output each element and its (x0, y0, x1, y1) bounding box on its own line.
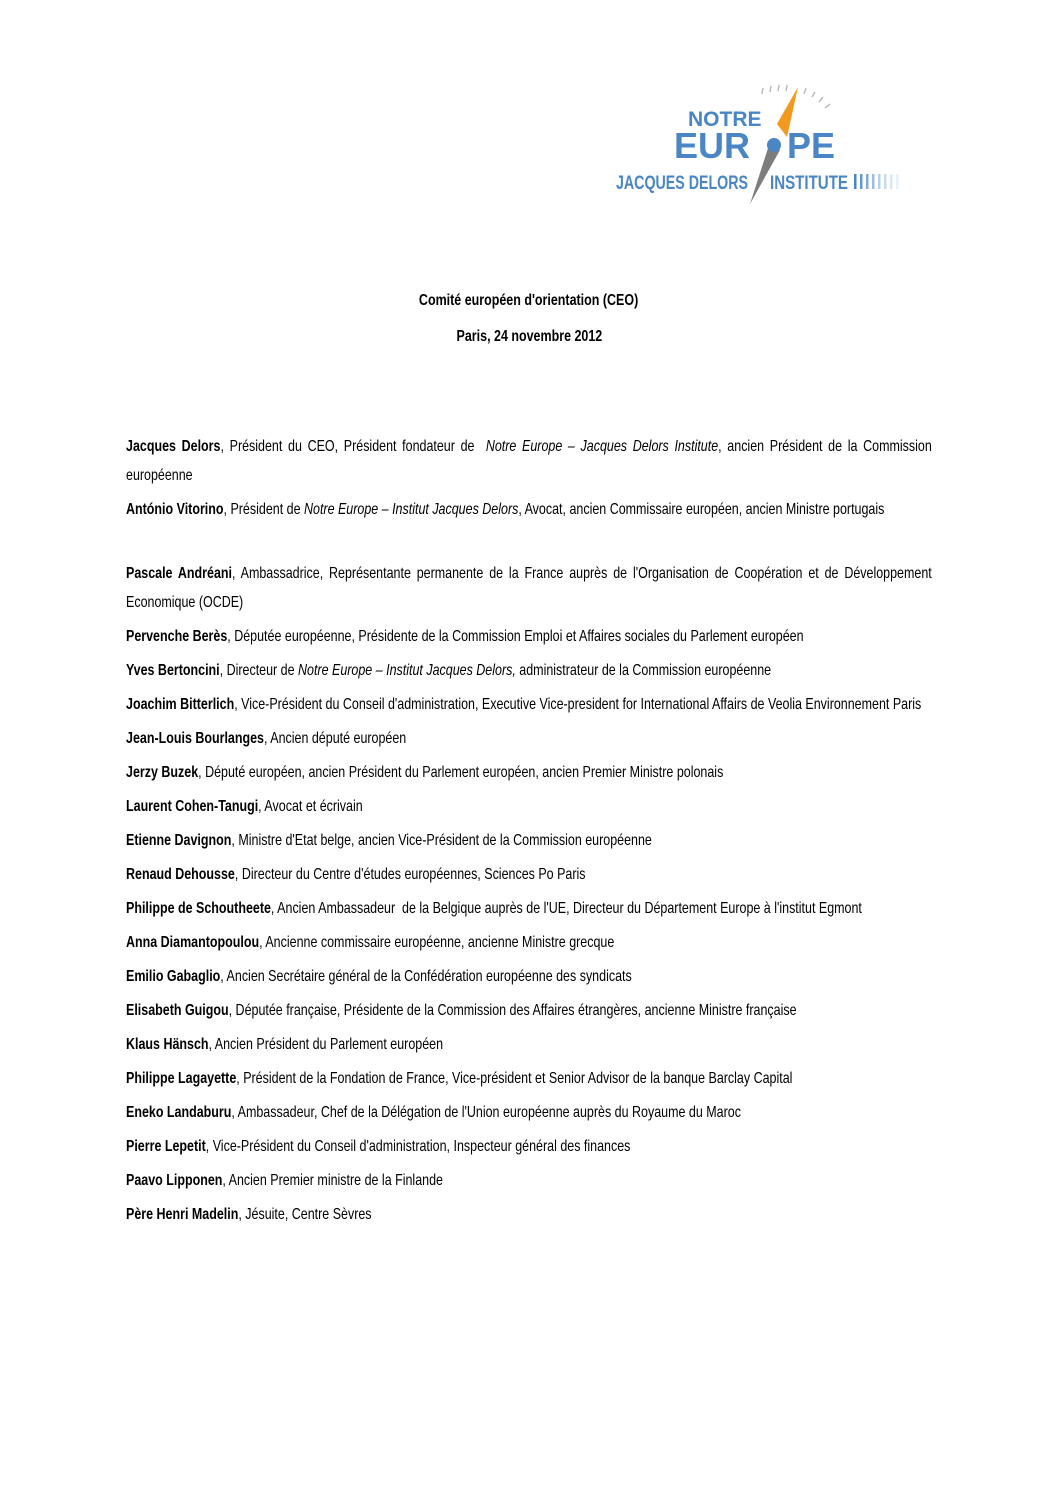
member-description: , Jésuite, Centre Sèvres (238, 1206, 372, 1223)
member-entry (126, 559, 936, 617)
logo-bars-icon (854, 174, 899, 189)
member-name: Klaus Hänsch (126, 1036, 209, 1053)
member-description: , Ancien Ambassadeur de la Belgique auprès de l'UE, Directeur du Département Europe à l'institut Egmont (270, 900, 862, 917)
member-entry (126, 495, 932, 524)
member-entry (126, 690, 932, 719)
member-entry (126, 1064, 932, 1093)
document-subtitle: Paris, 24 novembre 2012 (456, 328, 602, 345)
member-entry (126, 826, 932, 855)
member-name: Emilio Gabaglio (126, 968, 221, 985)
member-entry (126, 1166, 932, 1195)
member-description: , Avocat et écrivain (258, 798, 363, 815)
document-title: Comité européen d'orientation (CEO) (419, 292, 639, 309)
member-entry (126, 928, 932, 957)
member-entry (126, 432, 936, 490)
member-name: Jean-Louis Bourlanges (126, 730, 264, 747)
svg-text:JACQUES DELORS: JACQUES DELORS (616, 173, 748, 194)
member-description: , Ambassadrice, Représentante permanente de la France auprès de l'Organisation de Coopération et de Développement Economique (OCDE) (126, 565, 936, 611)
member-name: Etienne Davignon (126, 832, 232, 849)
svg-text:INSTITUTE: INSTITUTE (770, 173, 848, 194)
member-description: , Député européen, ancien Président du Parlement européen, ancien Premier Ministre polonais (198, 764, 724, 781)
member-entry (126, 996, 932, 1025)
member-description: , Président de (223, 501, 304, 518)
organization-name: Notre Europe – Institut Jacques Delors (303, 501, 519, 518)
member-name: Philippe de Schoutheete (126, 900, 271, 917)
member-name: Pascale Andréani (126, 565, 232, 582)
notre-europe-logo (612, 82, 912, 207)
member-name: Elisabeth Guigou (126, 1002, 229, 1019)
member-entry (126, 1200, 932, 1229)
organization-name: Notre Europe – Jacques Delors Institute (485, 438, 719, 455)
svg-text:NOTRE: NOTRE (688, 108, 762, 131)
svg-text:EUR: EUR (674, 125, 751, 166)
member-description: , Avocat, ancien Commissaire européen, ancien Ministre portugais (518, 501, 885, 518)
member-name: Eneko Landaburu (126, 1104, 232, 1121)
member-name: Joachim Bitterlich (126, 696, 235, 713)
member-description: , ancien Président de la Commission européenne (126, 438, 936, 484)
member-entry (126, 656, 932, 685)
svg-text:PE: PE (787, 125, 836, 166)
member-entry (126, 860, 932, 889)
member-name: Père Henri Madelin (126, 1206, 239, 1223)
member-description: , Ancienne commissaire européenne, ancienne Ministre grecque (259, 934, 615, 951)
member-description: , Directeur de (219, 662, 299, 679)
member-name: Paavo Lipponen (126, 1172, 223, 1189)
member-entry (126, 894, 932, 923)
member-description: , Ancien Président du Parlement européen (208, 1036, 444, 1053)
member-description: , Ancien député européen (263, 730, 407, 747)
member-name: Jacques Delors (126, 438, 221, 455)
member-description: , Ambassadeur, Chef de la Délégation de l'Union européenne auprès du Royaume du Maroc (231, 1104, 741, 1121)
member-list (126, 432, 936, 1234)
member-name: Renaud Dehousse (126, 866, 235, 883)
member-description: , Directeur du Centre d'études européennes, Sciences Po Paris (234, 866, 586, 883)
member-entry (126, 962, 932, 991)
organization-name: Notre Europe – Institut Jacques Delors, (298, 662, 516, 679)
member-name: Philippe Lagayette (126, 1070, 237, 1087)
member-entry (126, 622, 932, 651)
member-description: , Ancien Premier ministre de la Finlande (222, 1172, 443, 1189)
member-name: Pervenche Berès (126, 628, 228, 645)
member-entry (126, 1030, 932, 1059)
logo-dot-icon (767, 138, 781, 152)
member-description: , Ancien Secrétaire général de la Confédération européenne des syndicats (220, 968, 632, 985)
member-name: António Vitorino (126, 501, 224, 518)
member-name: Yves Bertoncini (126, 662, 220, 679)
member-description: , Députée française, Présidente de la Commission des Affaires étrangères, ancienne Ministre française (228, 1002, 797, 1019)
member-description: , Président de la Fondation de France, Vice-président et Senior Advisor de la banque Barclay Capital (236, 1070, 793, 1087)
member-entry (126, 792, 932, 821)
member-entry (126, 758, 932, 787)
member-entry (126, 724, 932, 753)
compass-ticks-icon (762, 85, 830, 108)
member-description: , Ministre d'Etat belge, ancien Vice-Président de la Commission européenne (231, 832, 652, 849)
member-description: administrateur de la Commission européenne (515, 662, 772, 679)
member-name: Anna Diamantopoulou (126, 934, 260, 951)
member-description: , Président du CEO, Président fondateur de (220, 438, 486, 455)
member-name: Pierre Lepetit (126, 1138, 206, 1155)
member-name: Jerzy Buzek (126, 764, 199, 781)
member-name: Laurent Cohen-Tanugi (126, 798, 259, 815)
member-description: , Vice-Président du Conseil d'administration, Executive Vice-president for International Affairs de Veolia Environnement Paris (234, 696, 922, 713)
member-entry (126, 1098, 932, 1127)
member-entry (126, 1132, 932, 1161)
member-description: , Vice-Président du Conseil d'administration, Inspecteur général des finances (205, 1138, 631, 1155)
member-description: , Députée européenne, Présidente de la Commission Emploi et Affaires sociales du Parlement européen (227, 628, 804, 645)
